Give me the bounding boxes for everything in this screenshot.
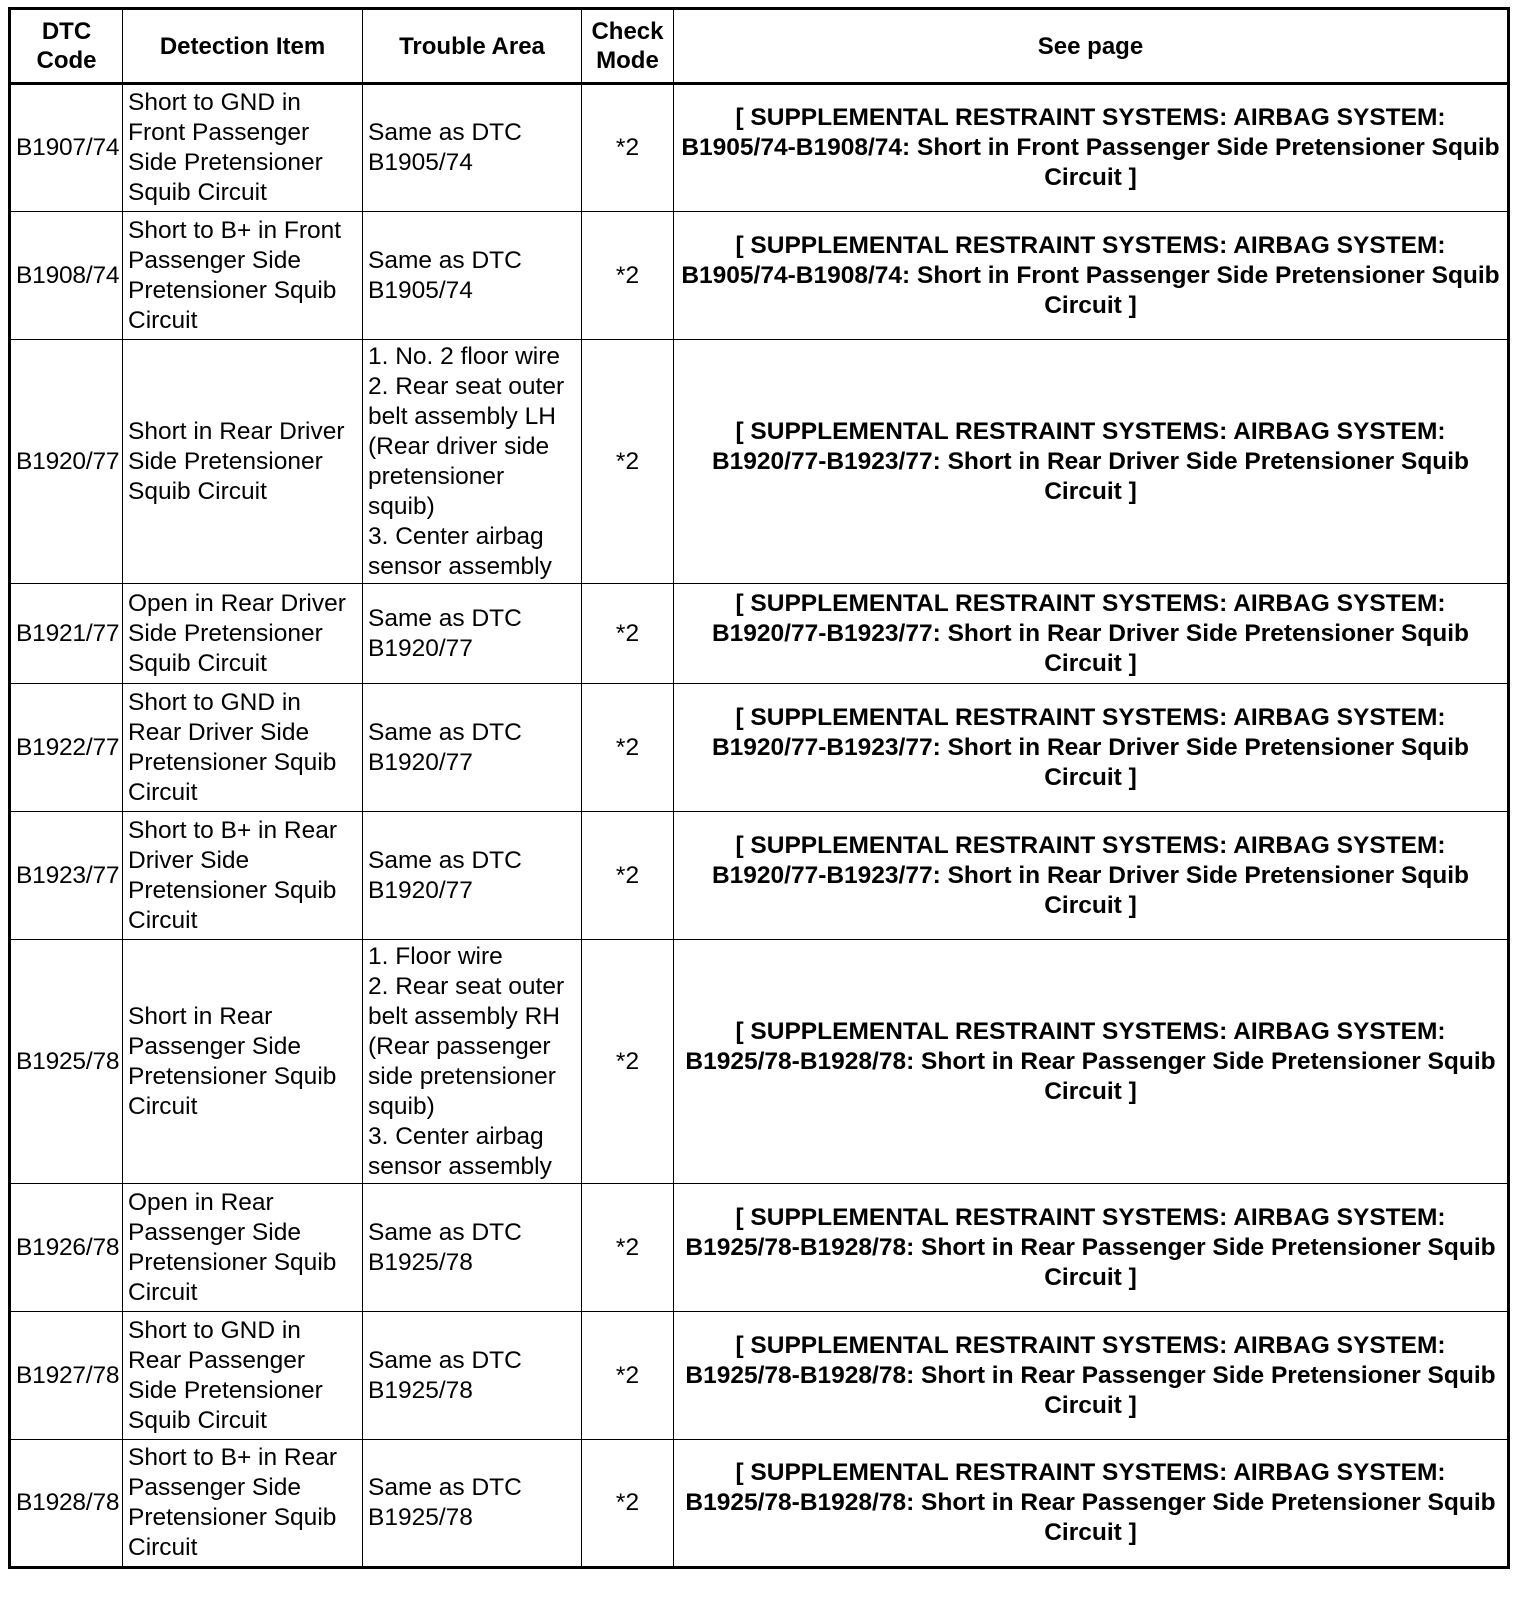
- see-page-link[interactable]: [ SUPPLEMENTAL RESTRAINT SYSTEMS: AIRBAG SYSTEM: B1920/77-B1923/77: Short in Rear Driver Side Pretensioner Squib Circuit ]: [674, 340, 1509, 584]
- see-page-link[interactable]: [ SUPPLEMENTAL RESTRAINT SYSTEMS: AIRBAG SYSTEM: B1905/74-B1908/74: Short in Front Passenger Side Pretensioner Squib Circuit ]: [674, 84, 1509, 212]
- check-mode-cell: *2: [582, 812, 674, 940]
- detection-item-cell: Short to GND in Front Passenger Side Pretensioner Squib Circuit: [123, 84, 363, 212]
- table-row: [10, 84, 1509, 212]
- dtc-code-cell: B1920/77: [10, 340, 123, 584]
- detection-item-cell: Open in Rear Passenger Side Pretensioner Squib Circuit: [123, 1184, 363, 1312]
- check-mode-cell: *2: [582, 684, 674, 812]
- table-row: [10, 584, 1509, 684]
- dtc-code-cell: B1907/74: [10, 84, 123, 212]
- see-page-link[interactable]: [ SUPPLEMENTAL RESTRAINT SYSTEMS: AIRBAG SYSTEM: B1920/77-B1923/77: Short in Rear Driver Side Pretensioner Squib Circuit ]: [674, 584, 1509, 684]
- header-dtc-code: DTC Code: [10, 9, 123, 84]
- detection-item-cell: Short to B+ in Front Passenger Side Pretensioner Squib Circuit: [123, 212, 363, 340]
- trouble-area-cell: Same as DTC B1920/77: [363, 812, 582, 940]
- check-mode-cell: *2: [582, 1312, 674, 1440]
- detection-item-cell: Short in Rear Driver Side Pretensioner Squib Circuit: [123, 340, 363, 584]
- see-page-link[interactable]: [ SUPPLEMENTAL RESTRAINT SYSTEMS: AIRBAG SYSTEM: B1925/78-B1928/78: Short in Rear Passenger Side Pretensioner Squib Circuit ]: [674, 940, 1509, 1184]
- detection-item-cell: Short to GND in Rear Driver Side Pretensioner Squib Circuit: [123, 684, 363, 812]
- detection-item-cell: Short to B+ in Rear Passenger Side Pretensioner Squib Circuit: [123, 1440, 363, 1568]
- header-trouble-area: Trouble Area: [363, 9, 582, 84]
- check-mode-cell: *2: [582, 84, 674, 212]
- dtc-code-cell: B1923/77: [10, 812, 123, 940]
- header-see-page: See page: [674, 9, 1509, 84]
- trouble-area-cell: Same as DTC B1925/78: [363, 1312, 582, 1440]
- check-mode-cell: *2: [582, 1440, 674, 1568]
- table-row: [10, 212, 1509, 340]
- detection-item-cell: Open in Rear Driver Side Pretensioner Squib Circuit: [123, 584, 363, 684]
- table-row: [10, 1312, 1509, 1440]
- check-mode-cell: *2: [582, 212, 674, 340]
- table-row: [10, 1184, 1509, 1312]
- see-page-link[interactable]: [ SUPPLEMENTAL RESTRAINT SYSTEMS: AIRBAG SYSTEM: B1925/78-B1928/78: Short in Rear Passenger Side Pretensioner Squib Circuit ]: [674, 1184, 1509, 1312]
- dtc-code-cell: B1908/74: [10, 212, 123, 340]
- dtc-code-cell: B1921/77: [10, 584, 123, 684]
- table-row: [10, 684, 1509, 812]
- header-check-mode: Check Mode: [582, 9, 674, 84]
- see-page-link[interactable]: [ SUPPLEMENTAL RESTRAINT SYSTEMS: AIRBAG SYSTEM: B1920/77-B1923/77: Short in Rear Driver Side Pretensioner Squib Circuit ]: [674, 684, 1509, 812]
- trouble-area-cell: 1. Floor wire 2. Rear seat outer belt assembly RH (Rear passenger side pretensioner squib) 3. Center airbag sensor assembly: [363, 940, 582, 1184]
- trouble-area-cell: Same as DTC B1920/77: [363, 684, 582, 812]
- dtc-code-cell: B1928/78: [10, 1440, 123, 1568]
- dtc-code-cell: B1922/77: [10, 684, 123, 812]
- dtc-code-cell: B1926/78: [10, 1184, 123, 1312]
- see-page-link[interactable]: [ SUPPLEMENTAL RESTRAINT SYSTEMS: AIRBAG SYSTEM: B1925/78-B1928/78: Short in Rear Passenger Side Pretensioner Squib Circuit ]: [674, 1440, 1509, 1568]
- check-mode-cell: *2: [582, 1184, 674, 1312]
- header-detection-item: Detection Item: [123, 9, 363, 84]
- check-mode-cell: *2: [582, 584, 674, 684]
- detection-item-cell: Short to GND in Rear Passenger Side Pretensioner Squib Circuit: [123, 1312, 363, 1440]
- trouble-area-cell: 1. No. 2 floor wire 2. Rear seat outer belt assembly LH (Rear driver side pretensioner squib) 3. Center airbag sensor assembly: [363, 340, 582, 584]
- table-row: [10, 940, 1509, 1184]
- table-row: [10, 340, 1509, 584]
- trouble-area-cell: Same as DTC B1905/74: [363, 84, 582, 212]
- trouble-area-cell: Same as DTC B1925/78: [363, 1184, 582, 1312]
- trouble-area-cell: Same as DTC B1925/78: [363, 1440, 582, 1568]
- check-mode-cell: *2: [582, 940, 674, 1184]
- table-body: [10, 84, 1509, 1568]
- trouble-area-cell: Same as DTC B1905/74: [363, 212, 582, 340]
- see-page-link[interactable]: [ SUPPLEMENTAL RESTRAINT SYSTEMS: AIRBAG SYSTEM: B1905/74-B1908/74: Short in Front Passenger Side Pretensioner Squib Circuit ]: [674, 212, 1509, 340]
- detection-item-cell: Short to B+ in Rear Driver Side Pretensioner Squib Circuit: [123, 812, 363, 940]
- check-mode-cell: *2: [582, 340, 674, 584]
- see-page-link[interactable]: [ SUPPLEMENTAL RESTRAINT SYSTEMS: AIRBAG SYSTEM: B1925/78-B1928/78: Short in Rear Passenger Side Pretensioner Squib Circuit ]: [674, 1312, 1509, 1440]
- trouble-area-cell: Same as DTC B1920/77: [363, 584, 582, 684]
- see-page-link[interactable]: [ SUPPLEMENTAL RESTRAINT SYSTEMS: AIRBAG SYSTEM: B1920/77-B1923/77: Short in Rear Driver Side Pretensioner Squib Circuit ]: [674, 812, 1509, 940]
- header-row: [10, 9, 1509, 84]
- table-row: [10, 1440, 1509, 1568]
- dtc-table: [8, 7, 1510, 1569]
- dtc-code-cell: B1925/78: [10, 940, 123, 1184]
- dtc-code-cell: B1927/78: [10, 1312, 123, 1440]
- detection-item-cell: Short in Rear Passenger Side Pretensioner Squib Circuit: [123, 940, 363, 1184]
- table-row: [10, 812, 1509, 940]
